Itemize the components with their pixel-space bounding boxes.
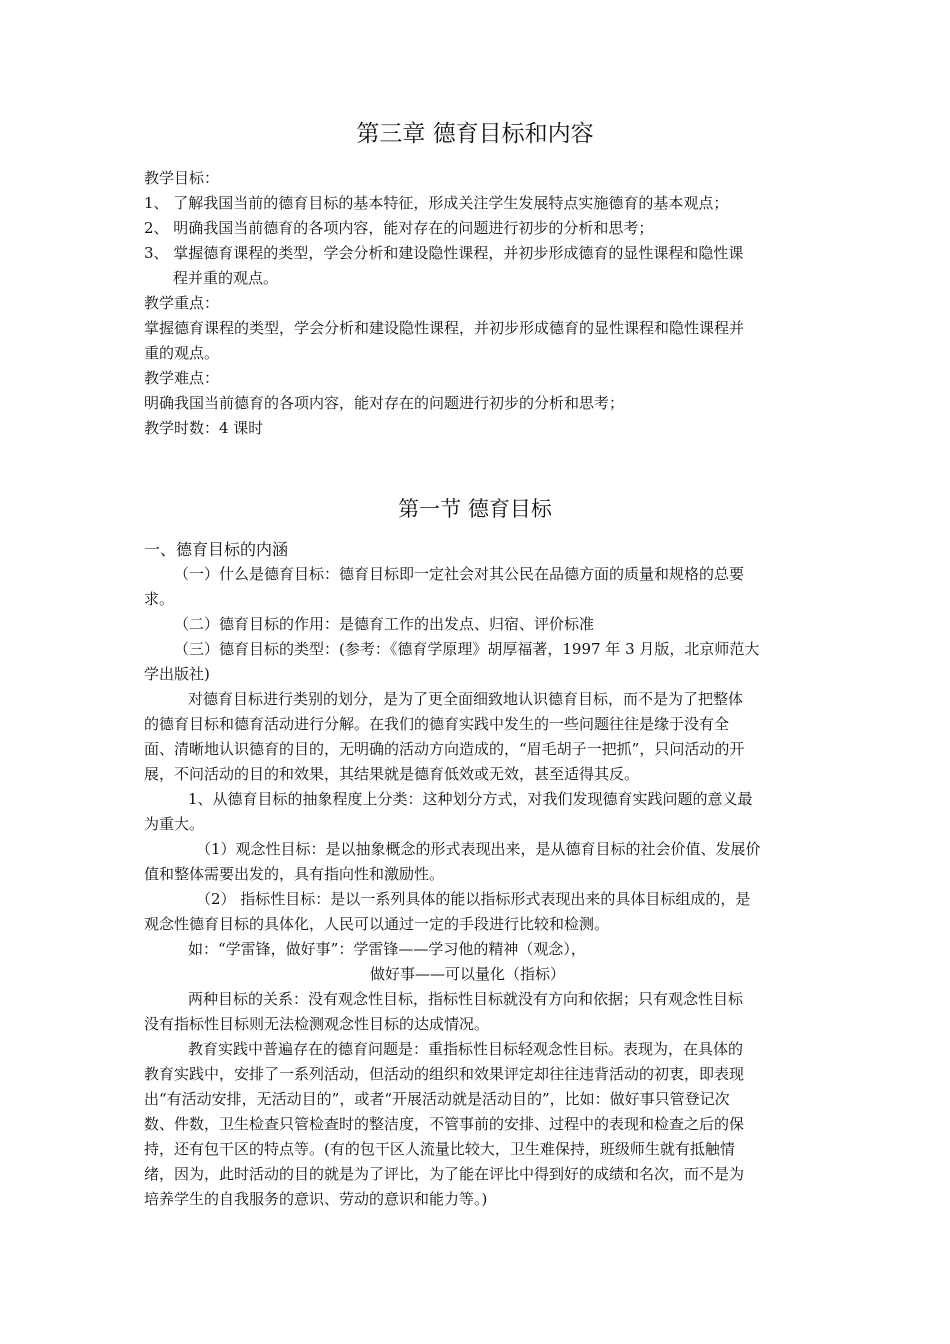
para-types-line-1: （三）德育目标的类型：(参考：《德育学原理》胡厚福著，1997 年 3 月版，北京师范大 [174,640,760,658]
para-abstraction-line-2: 为重大。 [144,815,205,833]
para-example-line-1: 如：“学雷锋，做好事”：学雷锋——学习他的精神（观念）， [188,940,586,958]
para-conceptual-line-1: （1）观念性目标：是以抽象概念的形式表现出来，是从德育目标的社会价值、发展价 [196,840,761,858]
teaching-overview [144,166,808,441]
difficulties-line-1: 明确我国当前德育的各项内容，能对存在的问题进行初步的分析和思考； [144,394,625,412]
subsection-heading: 一、德育目标的内涵 [144,540,289,559]
para-problem-line-2: 教育实践中，安排了一系列活动，但活动的组织和效果评定却往往违背活动的初衷，即表现 [144,1065,745,1083]
difficulties-label: 教学难点： [144,369,220,387]
para-indicator-line-1: （2） 指标性目标：是以一系列具体的能以指标形式表现出来的具体目标组成的，是 [196,890,751,908]
para-indicator-line-2: 观念性德育目标的具体化，人民可以通过一定的手段进行比较和检测。 [144,915,610,933]
objectives-label: 教学目标： [144,169,220,187]
objective-item-2: 2、 明确我国当前德育的各项内容，能对存在的问题进行初步的分析和思考； [144,219,654,237]
key-points-line-1: 掌握德育课程的类型，学会分析和建设隐性课程，并初步形成德育的显性课程和隐性课程并 [144,319,745,337]
key-points-label: 教学重点： [144,294,220,312]
para-conceptual-line-2: 值和整体需要出发的，具有指向性和激励性。 [144,865,445,883]
objective-item-1: 1、 了解我国当前的德育目标的基本特征，形成关注学生发展特点实施德育的基本观点； [144,194,729,212]
para-relation-line-1: 两种目标的关系：没有观念性目标，指标性目标就没有方向和依据；只有观念性目标 [188,990,744,1008]
chapter-title: 第三章 德育目标和内容 [356,121,594,147]
section-body [144,537,808,1212]
para-classification-line-1: 对德育目标进行类别的划分，是为了更全面细致地认识德育目标，而不是为了把整体 [188,690,744,708]
key-points-line-2: 重的观点。 [144,344,220,362]
para-problem-line-1: 教育实践中普遍存在的德育问题是：重指标性目标轻观念性目标。表现为，在具体的 [188,1040,744,1058]
para-types-line-2: 学出版社) [144,665,210,683]
teaching-hours: 教学时数：4 课时 [144,419,264,437]
para-definition-line-2: 求。 [144,590,175,608]
objective-item-3-line-1: 3、 掌握德育课程的类型，学会分析和建设隐性课程，并初步形成德育的显性课程和隐性课 [144,244,744,262]
para-function: （二）德育目标的作用：是德育工作的出发点、归宿、评价标准 [174,615,595,633]
para-example-line-2: 做好事——可以量化（指标） [370,965,566,983]
para-abstraction-line-1: 1、从德育目标的抽象程度上分类：这种划分方式，对我们发现德育实践问题的意义最 [188,790,753,808]
para-problem-line-5: 持，还有包干区的特点等。(有的包干区人流量比较大，卫生难保持，班级师生就有抵触情 [144,1140,735,1158]
para-problem-line-7: 培养学生的自我服务的意识、劳动的意识和能力等。) [144,1190,488,1208]
objective-item-3-line-2: 程并重的观点。 [173,269,279,287]
para-classification-line-4: 展，不问活动的目的和效果，其结果就是德育低效或无效，甚至适得其反。 [144,765,640,783]
para-problem-line-3: 出“有活动安排，无活动目的”，或者“开展活动就是活动目的”，比如：做好事只管登记次 [144,1090,730,1108]
para-classification-line-2: 的德育目标和德育活动进行分解。在我们的德育实践中发生的一些问题往往是缘于没有全 [144,715,730,733]
para-classification-line-3: 面、清晰地认识德育的目的，无明确的活动方向造成的，“眉毛胡子一把抓”，只问活动的开 [144,740,745,758]
para-problem-line-6: 绪，因为，此时活动的目的就是为了评比，为了能在评比中得到好的成绩和名次，而不是为 [144,1165,745,1183]
para-definition-line-1: （一）什么是德育目标：德育目标即一定社会对其公民在品德方面的质量和规格的总要 [174,565,745,583]
para-problem-line-4: 数、件数，卫生检查只管检查时的整洁度，不管事前的安排、过程中的表现和检查之后的保 [144,1115,745,1133]
para-relation-line-2: 没有指标性目标则无法检测观念性目标的达成情况。 [144,1015,490,1033]
section-title: 第一节 德育目标 [398,497,552,521]
